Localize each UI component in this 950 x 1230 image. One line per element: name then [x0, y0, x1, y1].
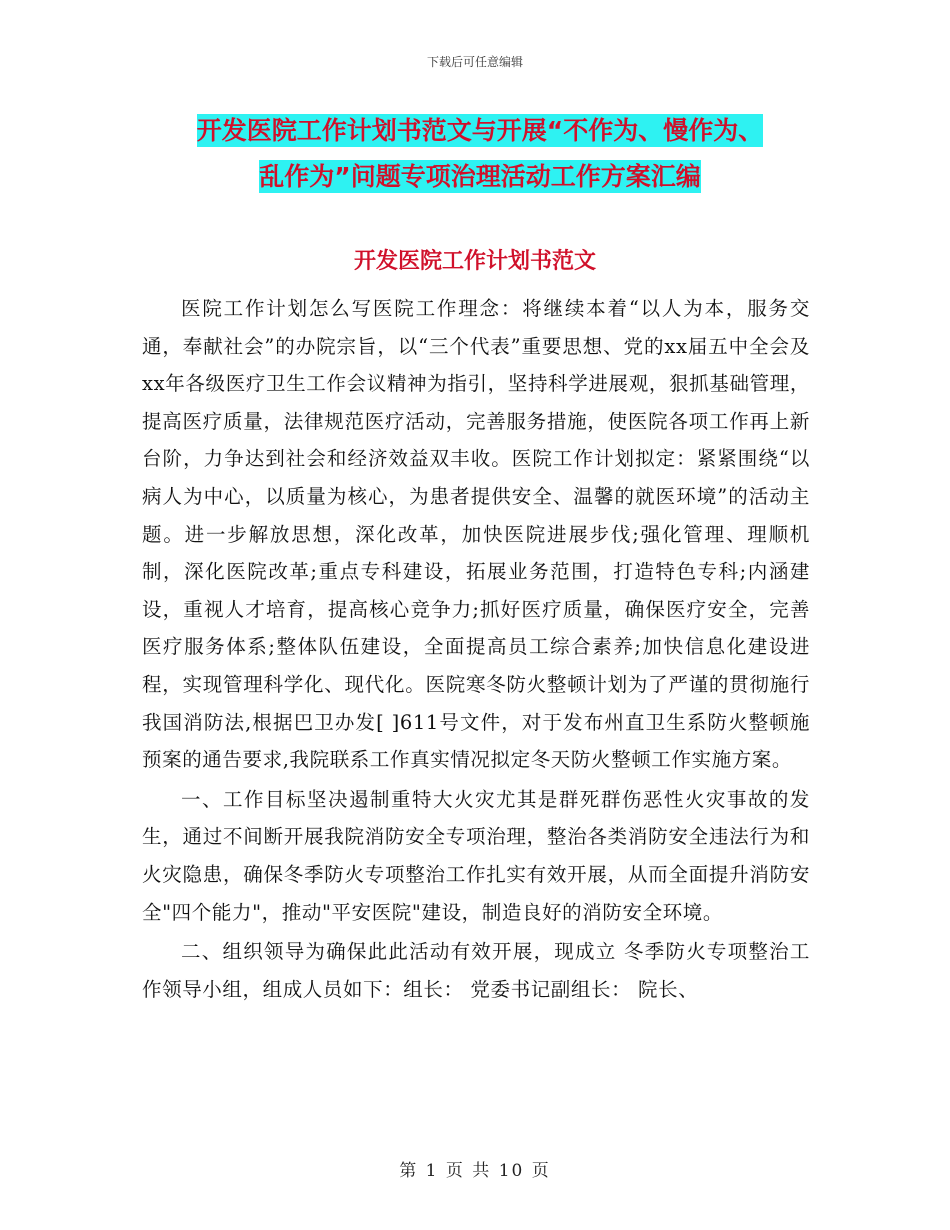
document-title-line-1: 开发医院工作计划书范文与开展“不作为、慢作为、 — [196, 116, 764, 145]
page-footer-indicator: 第 1 页 共 10 页 — [399, 1161, 551, 1181]
document-title — [140, 108, 820, 200]
body-paragraph-3: 二、组织领导为确保此此活动有效开展，现成立 冬季防火专项整治工作领导小组，组成人员如下：组长： 党委书记副组长： 院长、 — [142, 940, 810, 1001]
page-header-note: 下载后可任意编辑 — [426, 55, 523, 69]
body-paragraph-1: 医院工作计划怎么写医院工作理念：将继续本着“以人为本，服务交通，奉献社会”的办院宗旨，以“三个代表”重要思想、党的xx届五中全会及xx年各级医疗卫生工作会议精神为指引，坚持科学进展观，狠抓基础管理，提高医疗质量，法律规范医疗活动，完善服务措施，使医院各项工作再上新台阶，力争达到社会和经济效益双丰收。医院工作计划拟定：紧紧围绕“以病人为中心，以质量为核心，为患者提供安全、温馨的就医环境”的活动主题。进一步解放思想，深化改革，加快医院进展步伐;强化管理、理顺机制，深化医院改革;重点专科建设，拓展业务范围，打造特色专科;内涵建设，重视人才培育，提高核心竞争力;抓好医疗质量，确保医疗安全，完善医疗服务体系;整体队伍建设，全面提高员工综合素养;加快信息化建设进程，实现管理科学化、现代化。医院寒冬防火整顿计划为了严谨的贯彻施行我国消防法,根据巴卫办发[ ]611号文件，对于发布州直卫生系防火整顿施预案的通告要求,我院联系工作真实情况拟定冬天防火整顿工作实施方案。 — [142, 297, 810, 772]
body-paragraph-2: 一、工作目标坚决遏制重特大火灾尤其是群死群伤恶性火灾事故的发生，通过不间断开展我院消防安全专项治理，整治各类消防安全违法行为和火灾隐患，确保冬季防火专项整治工作扎实有效开展，从而全面提升消防安全"四个能力"，推动"平安医院"建设，制造良好的消防安全环境。 — [142, 787, 810, 924]
document-title-line-2: 乱作为”问题专项治理活动工作方案汇编 — [259, 162, 701, 191]
section-title: 开发医院工作计划书范文 — [353, 249, 596, 274]
document-body — [142, 290, 810, 1010]
